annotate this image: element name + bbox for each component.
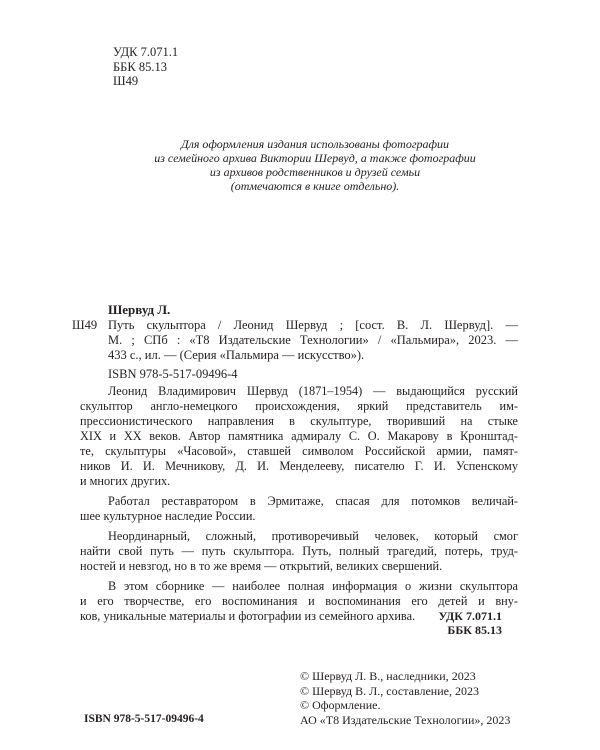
abstract-line: ников И. И. Мечникову, Д. И. Менделееву, писателю Г. И. Успенскому	[80, 459, 518, 473]
biblio-line: 433 с., ил. — (Серия «Пальмира — искусство»).	[108, 348, 365, 362]
abstract-line: Работал реставратором в Эрмитаже, спасая для потомков величай-	[108, 494, 518, 508]
abstract-paragraph	[80, 384, 518, 489]
footer-isbn: ISBN 978-5-517-09496-4	[84, 713, 204, 725]
abstract-paragraph	[80, 529, 518, 574]
abstract-line: шее культурное наследие России.	[80, 509, 256, 523]
abstract-line: XIX и XX веков. Автор памятника адмиралу С. О. Макарову в Кронштад-	[80, 429, 518, 443]
abstract-line: найти свой путь — путь скульптора. Путь, полный трагедий, потерь, труд-	[80, 544, 518, 558]
abstract-line: Леонид Владимирович Шервуд (1871–1954) — выдающийся русский	[108, 384, 518, 398]
bibliographic-shelf-mark: Ш49	[72, 318, 98, 332]
classification-block	[113, 45, 178, 89]
abstract-line: ностей и невзгод, но в то же время — открытий, великих свершений.	[80, 559, 443, 573]
abstract-line: В этом сборнике — наиболее полная информация о жизни скульптора	[108, 579, 518, 593]
copyright-line: © Шервуд Л. В., наследники, 2023	[300, 669, 476, 683]
udk-code-bottom: УДК 7.071.1	[438, 609, 502, 623]
bbk-code: ББК 85.13	[113, 59, 167, 74]
notice-line: Для оформления издания использованы фотографии	[180, 137, 450, 151]
copyright-line: © Оформление.	[300, 698, 381, 712]
bibliographic-isbn: ISBN 978-5-517-09496-4	[108, 367, 238, 381]
photo-notice	[60, 137, 570, 193]
abstract-line: те, скульптуры «Часовой», ставшей символом Российской армии, памят-	[80, 444, 518, 458]
biblio-line: Путь скульптора / Леонид Шервуд ; [сост. В. Л. Шервуд]. —	[108, 318, 518, 332]
bibliographic-description	[108, 318, 518, 363]
copyright-line: АО «Т8 Издательские Технологии», 2023	[300, 712, 511, 727]
abstract-line: ков, уникальные материалы и фотографии из семейного архива.	[80, 609, 416, 623]
bbk-code-bottom: ББК 85.13	[447, 623, 502, 637]
udk-code: УДК 7.071.1	[113, 45, 179, 59]
copyright-line: © Шервуд В. Л., составление, 2023	[300, 683, 479, 698]
copyright-block	[300, 669, 510, 727]
abstract-line: и многих других.	[80, 474, 171, 488]
abstract-line: и его творчестве, его воспоминания и воспоминания его детей и вну-	[80, 594, 518, 608]
abstract-line: прессионистического направления в скульптуре, творивший на стыке	[80, 414, 518, 428]
abstract-line: скульптор англо-немецкого происхождения, яркий представитель им-	[80, 399, 518, 413]
abstract	[80, 384, 518, 629]
classification-codes-bottom	[438, 609, 502, 637]
author-mark: Ш49	[113, 74, 139, 88]
bibliographic-author: Шервуд Л.	[108, 302, 171, 317]
notice-line: (отмечаются в книге отдельно).	[230, 179, 400, 193]
abstract-line: Неординарный, сложный, противоречивый человек, который смог	[108, 529, 518, 543]
biblio-line: М. ; СПб : «Т8 Издательские Технологии» / «Пальмира», 2023. —	[108, 333, 518, 347]
notice-line: из семейного архива Виктории Шервуд, а также фотографии	[154, 151, 476, 165]
abstract-paragraph	[80, 494, 518, 524]
notice-line: из архивов родственников и друзей семьи	[209, 165, 421, 179]
